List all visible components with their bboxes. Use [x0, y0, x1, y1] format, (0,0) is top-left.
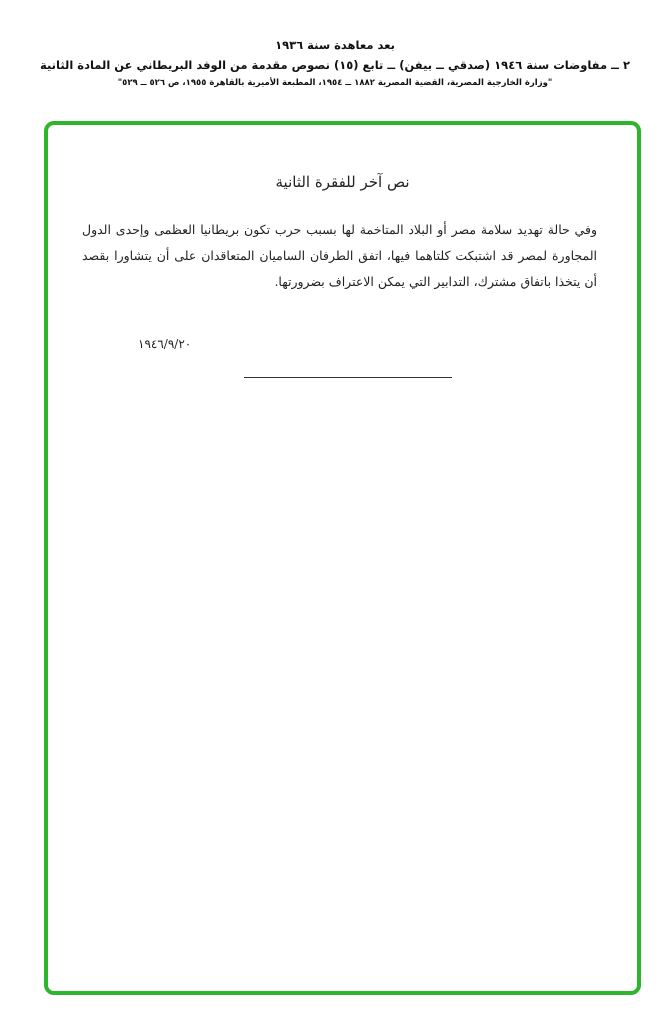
divider-line [244, 377, 452, 378]
document-title: نص آخر للفقرة الثانية [275, 173, 410, 191]
document-frame [44, 121, 641, 995]
header-title: بعد معاهدة سنة ١٩٣٦ [275, 38, 395, 52]
page-header [20, 36, 650, 90]
document-body: وفي حالة تهديد سلامة مصر أو البلاد المتاخمة لها بسبب حرب تكون بريطانيا العظمى وإحدى الدول المجاورة لمصر قد اشتبكت كلتاهما فيها، اتفق الطرفان الساميان المتعاقدان على أن يتشاورا بقصد أن يتخذا باتفاق مشترك، التدابير التي يمكن الاعتراف بضرورتها. [82, 222, 597, 289]
document-date: ١٩٤٦/٩/٢٠ [138, 337, 192, 351]
header-citation: "وزارة الخارجية المصرية، القضية المصرية ١٨٨٢ ــ ١٩٥٤، المطبعة الأميرية بالقاهرة ١٩٥٥، ص ٥٢٦ ــ ٥٢٩" [117, 78, 553, 88]
header-subtitle: ٢ ــ مفاوضات سنة ١٩٤٦ (صدقي ــ بيفن) ــ تابع (١٥) نصوص مقدمة من الوفد البريطاني عن المادة الثانية [40, 58, 630, 72]
